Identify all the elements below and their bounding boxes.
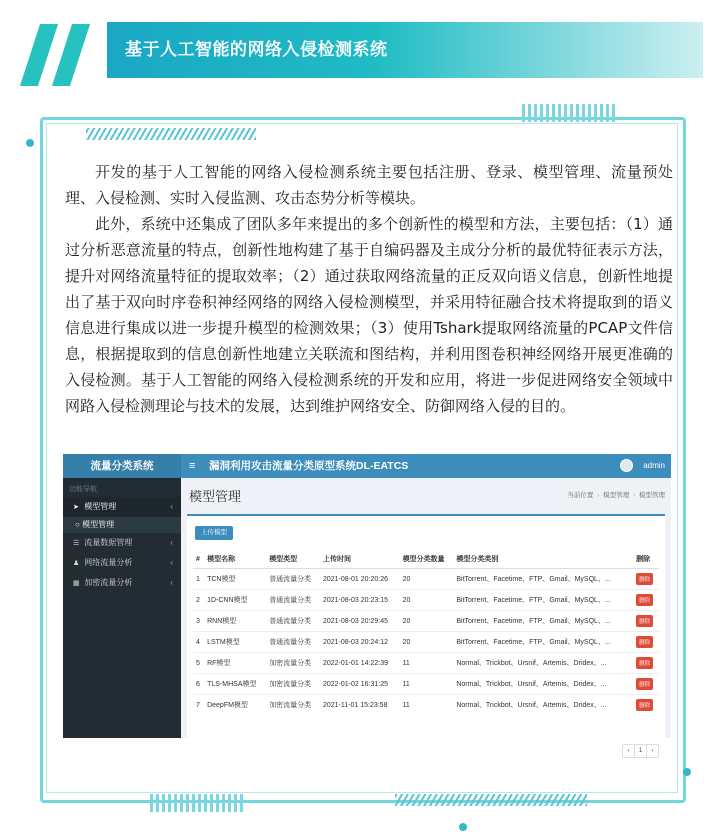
- table-cell: DeepFM模型: [204, 695, 266, 716]
- model-box: [187, 514, 665, 754]
- table-row: [193, 674, 659, 695]
- title-bar: [107, 22, 703, 78]
- sidebar-item-label: 模型管理: [84, 502, 117, 511]
- table-header-row: [193, 550, 659, 569]
- delete-button[interactable]: 删除: [636, 573, 653, 585]
- decor-bars: [150, 794, 245, 812]
- breadcrumb-home[interactable]: 当前位置: [567, 492, 594, 499]
- table-cell: 5: [193, 653, 204, 674]
- delete-button[interactable]: 删除: [636, 594, 653, 606]
- table-cell: 6: [193, 674, 204, 695]
- header-banner: [0, 0, 718, 100]
- table-cell: 2021-08-03 20:24:12: [320, 632, 400, 653]
- table-row: [193, 611, 659, 632]
- avatar[interactable]: [620, 459, 633, 472]
- sidebar-item-label: 加密流量分析: [84, 578, 133, 587]
- table-cell: 11: [400, 653, 454, 674]
- paragraph: 开发的基于人工智能的网络入侵检测系统主要包括注册、登录、模型管理、流量预处理、入侵检测、实时入侵监测、攻击态势分析等模块。: [65, 163, 673, 207]
- delete-button[interactable]: 删除: [636, 699, 653, 711]
- column-header: 删除: [633, 550, 659, 569]
- sidebar-subitem-label: 模型管理: [82, 520, 115, 529]
- table-cell: 2021-08-01 20:20:26: [320, 569, 400, 590]
- table-cell: LSTM模型: [204, 632, 266, 653]
- breadcrumb-sep: ›: [597, 492, 600, 499]
- chevron-icon: ‹: [170, 502, 173, 511]
- sidebar-item-encrypted-analysis[interactable]: [63, 573, 181, 593]
- table-cell: RF模型: [204, 653, 266, 674]
- table-cell: 2022-01-02 16:31:25: [320, 674, 400, 695]
- table-cell: 普通流量分类: [266, 611, 320, 632]
- decor-hatch: [395, 794, 587, 806]
- table-cell: BitTorrent、Facetime、FTP、Gmail、MySQL、...: [453, 632, 633, 653]
- decor-slash: [52, 24, 90, 86]
- table-cell: [633, 611, 659, 632]
- pager-next[interactable]: ›: [646, 745, 658, 757]
- decor-bars: [522, 104, 617, 122]
- table-row: [193, 590, 659, 611]
- decor-dot: [683, 768, 691, 776]
- system-name: 漏洞利用攻击流量分类原型系统DL-EATCS: [209, 460, 409, 472]
- table-cell: 2021-08-03 20:29:45: [320, 611, 400, 632]
- delete-button[interactable]: 删除: [636, 636, 653, 648]
- table-cell: 1D-CNN模型: [204, 590, 266, 611]
- table-cell: 1: [193, 569, 204, 590]
- table-cell: [633, 632, 659, 653]
- table-cell: [633, 653, 659, 674]
- table-cell: BitTorrent、Facetime、FTP、Gmail、MySQL、...: [453, 590, 633, 611]
- decor-slash: [20, 24, 58, 86]
- column-header: 模型类型: [266, 550, 320, 569]
- table-cell: TCN模型: [204, 569, 266, 590]
- table-cell: 加密流量分类: [266, 674, 320, 695]
- table-cell: BitTorrent、Facetime、FTP、Gmail、MySQL、...: [453, 569, 633, 590]
- sidebar-subitem-model-management[interactable]: [63, 517, 181, 533]
- chart-icon: ♟: [73, 560, 80, 567]
- upload-model-button[interactable]: 上传模型: [195, 526, 233, 540]
- decor-dot: [26, 139, 34, 147]
- paragraph: 此外，系统中还集成了团队多年来提出的多个创新性的模型和方法，主要包括：（1）通过分析恶意流量的特点，创新性地构建了基于自编码器及主成分分析的最优特征表示方法，提升对网络流量特征的提取效率；（2）通过获取网络流量的正反双向语义信息，创新性地提出了基于双向时序卷积神经网络的网络入侵检测模型，并采用特征融合技术将提取到的语义信息进行集成以进一步提升模型的检测效果；（3）使用Tshark提取网络流量的PCAP文件信息，根据提取到的信息创新性地建立关联流和图结构，并利用图卷积神经网络开展更准确的入侵检测。基于人工智能的网络入侵检测系统的开发和应用，将进一步促进网络安全领域中网路入侵检测理论与技术的发展，达到维护网络安全、防御网络入侵的目的。: [65, 215, 673, 415]
- table-cell: 2: [193, 590, 204, 611]
- table-cell: TLS-MHSA模型: [204, 674, 266, 695]
- sidebar-item-model-management[interactable]: [63, 497, 181, 517]
- table-cell: 20: [400, 590, 454, 611]
- model-table: [193, 550, 659, 715]
- page-title: 基于人工智能的网络入侵检测系统: [125, 40, 388, 60]
- pagination: [622, 744, 659, 758]
- decor-dot: [459, 823, 467, 831]
- lock-icon: ▦: [73, 580, 80, 587]
- table-cell: 4: [193, 632, 204, 653]
- breadcrumb: [567, 490, 665, 499]
- column-header: 模型名称: [204, 550, 266, 569]
- delete-button[interactable]: 删除: [636, 615, 653, 627]
- table-cell: 2021-08-03 20:23:15: [320, 590, 400, 611]
- table-cell: Normal、Trickbot、Ursnif、Artemis、Dridex、...: [453, 674, 633, 695]
- chevron-icon: ‹: [170, 538, 173, 547]
- column-header: 模型分类数量: [400, 550, 454, 569]
- breadcrumb-level1[interactable]: 模型管理: [603, 492, 630, 499]
- database-icon: ☰: [73, 540, 80, 547]
- table-cell: [633, 569, 659, 590]
- table-cell: 普通流量分类: [266, 590, 320, 611]
- system-screenshot: [63, 454, 671, 754]
- delete-button[interactable]: 删除: [636, 678, 653, 690]
- table-cell: 7: [193, 695, 204, 716]
- sidebar: [63, 454, 181, 738]
- paper-plane-icon: ➤: [73, 504, 79, 511]
- nav-title: 功能导航: [69, 486, 97, 493]
- table-cell: 20: [400, 569, 454, 590]
- table-cell: 3: [193, 611, 204, 632]
- table-cell: 普通流量分类: [266, 632, 320, 653]
- table-cell: [633, 674, 659, 695]
- table-cell: 加密流量分类: [266, 653, 320, 674]
- main-content: [181, 478, 671, 754]
- breadcrumb-level2: 模型管理: [639, 492, 665, 499]
- pager-prev[interactable]: ‹: [627, 747, 630, 754]
- sidebar-item-label: 流量数据管理: [84, 538, 133, 547]
- table-row: [193, 653, 659, 674]
- decor-hatch: [86, 128, 256, 140]
- sidebar-item-traffic-analysis[interactable]: [63, 553, 181, 573]
- content-title: 模型管理: [189, 489, 242, 504]
- circle-icon: ○: [75, 520, 80, 529]
- delete-button[interactable]: 删除: [636, 657, 653, 669]
- sidebar-item-traffic-data[interactable]: [63, 533, 181, 553]
- table-cell: [633, 590, 659, 611]
- table-cell: 20: [400, 632, 454, 653]
- table-cell: Normal、Trickbot、Ursnif、Artemis、Dridex、...: [453, 653, 633, 674]
- table-row: [193, 632, 659, 653]
- table-cell: RNN模型: [204, 611, 266, 632]
- chevron-icon: ‹: [170, 578, 173, 587]
- breadcrumb-sep: ›: [633, 492, 636, 499]
- column-header: 模型分类类别: [453, 550, 633, 569]
- table-cell: [633, 695, 659, 716]
- column-header: #: [193, 550, 204, 569]
- table-row: [193, 695, 659, 716]
- intro-text: [65, 159, 673, 419]
- table-cell: 11: [400, 695, 454, 716]
- menu-icon[interactable]: ≡: [189, 460, 196, 472]
- table-cell: 普通流量分类: [266, 569, 320, 590]
- table-cell: 11: [400, 674, 454, 695]
- table-row: [193, 569, 659, 590]
- table-cell: 加密流量分类: [266, 695, 320, 716]
- top-bar: [181, 454, 671, 478]
- sidebar-item-label: 网络流量分析: [84, 558, 133, 567]
- chevron-icon: ‹: [170, 558, 173, 567]
- table-cell: 20: [400, 611, 454, 632]
- user-name[interactable]: admin: [643, 461, 665, 470]
- pager-page[interactable]: 1: [634, 745, 646, 757]
- column-header: 上传时间: [320, 550, 400, 569]
- table-cell: BitTorrent、Facetime、FTP、Gmail、MySQL、...: [453, 611, 633, 632]
- table-cell: Normal、Trickbot、Ursnif、Artemis、Dridex、...: [453, 695, 633, 716]
- table-cell: 2022-01-01 14:22:39: [320, 653, 400, 674]
- table-cell: 2021-11-01 15:23:58: [320, 695, 400, 716]
- sidebar-title: 流量分类系统: [63, 454, 181, 478]
